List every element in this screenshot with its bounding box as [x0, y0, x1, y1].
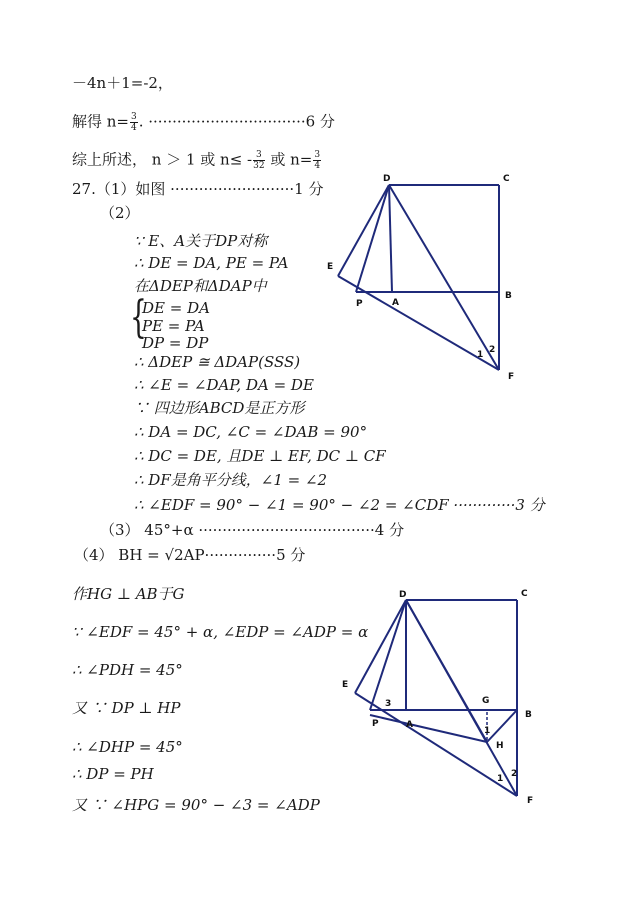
- fraction-3-32: [253, 150, 264, 171]
- fraction-denominator: 4: [131, 123, 137, 133]
- fraction-denominator: 4: [314, 161, 321, 171]
- proof4-line-5: ∴ ∠DHP = 45°: [72, 738, 183, 756]
- proof-line-5: ∴ ΔDEP ≅ ΔDAP(SSS): [134, 353, 301, 371]
- fraction-3-4: [130, 112, 138, 133]
- label-angle-3: 3: [385, 699, 392, 709]
- label-e: E: [327, 262, 334, 272]
- summary-prefix: 综上所述， n ＞ 1 或 n≤ -: [72, 150, 253, 169]
- label-d: D: [383, 174, 391, 184]
- line-equation: －4n＋1=-2，: [72, 74, 173, 92]
- q27-part2-heading: （2）: [100, 204, 140, 222]
- system-brace: {: [130, 292, 147, 343]
- segment-df: [389, 185, 499, 370]
- label-b: B: [525, 710, 532, 720]
- q27-part3: （3） 45°+α ·····································4 分: [100, 521, 405, 539]
- q27-part1: 27.（1）如图 ··························1 分: [72, 180, 324, 198]
- segment-de: [338, 185, 389, 276]
- segment-hb: [487, 710, 517, 742]
- label-angle-2: 2: [489, 345, 496, 355]
- proof-line-6: ∴ ∠E = ∠DAP, DA = DE: [134, 376, 314, 394]
- segment-ef: [355, 693, 517, 796]
- proof4-line-1: 作HG ⊥ AB于G: [72, 585, 185, 603]
- proof-line-11: ∴ ∠EDF = 90° − ∠1 = 90° − ∠2 = ∠CDF ·············3 分: [134, 496, 545, 514]
- segment-dh: [406, 600, 490, 742]
- label-d: D: [399, 590, 407, 600]
- fraction-numerator: 3: [253, 150, 264, 161]
- proof-system-3: DP = DP: [142, 334, 209, 352]
- proof4-line-6: ∴ DP = PH: [72, 765, 154, 783]
- segment-dp: [356, 185, 389, 292]
- proof4-line-2: ∵ ∠EDF = 45° + α, ∠EDP = ∠ADP = α: [72, 623, 369, 641]
- proof-line-7: ∵ 四边形ABCD是正方形: [134, 399, 305, 417]
- fraction-denominator: 32: [253, 161, 265, 171]
- proof-line-8: ∴ DA = DC, ∠C = ∠DAB = 90°: [134, 423, 368, 441]
- proof-line-1: ∵ E、A关于DP对称: [134, 232, 268, 250]
- segment-ph: [370, 715, 487, 742]
- label-c: C: [521, 589, 528, 599]
- label-h: H: [496, 741, 504, 751]
- solve-n-prefix: 解得 n=: [72, 112, 129, 131]
- proof-system-1: DE = DA: [142, 299, 210, 317]
- label-a: A: [392, 298, 399, 308]
- summary-middle: 或 n=: [265, 150, 313, 169]
- solve-n-suffix: . ·································6 分: [138, 112, 335, 131]
- proof4-line-3: ∴ ∠PDH = 45°: [72, 661, 183, 679]
- label-c: C: [503, 174, 510, 184]
- label-p: P: [372, 719, 379, 729]
- label-angle-1b: 1: [484, 726, 491, 736]
- q27-part4: （4） BH = √2AP···············5 分: [74, 546, 306, 564]
- fraction-numerator: 3: [314, 150, 321, 160]
- label-f: F: [508, 372, 515, 382]
- label-g: G: [482, 696, 490, 706]
- line-solve-n: [72, 112, 335, 133]
- proof4-line-7: 又 ∵ ∠HPG = 90° − ∠3 = ∠ADP: [72, 796, 320, 814]
- label-f: F: [527, 796, 534, 806]
- proof-system-2: PE = PA: [142, 317, 205, 335]
- label-angle-2: 2: [511, 769, 518, 779]
- geometry-figure-1: [320, 165, 530, 385]
- proof4-line-4: 又 ∵ DP ⊥ HP: [72, 699, 181, 717]
- label-p: P: [356, 299, 363, 309]
- segment-ef: [338, 276, 499, 370]
- label-b: B: [505, 291, 512, 301]
- proof-line-2: ∴ DE = DA, PE = PA: [134, 254, 289, 272]
- proof-line-9: ∴ DC = DE, 且DE ⊥ EF, DC ⊥ CF: [134, 447, 386, 465]
- proof-line-3: 在ΔDEP和ΔDAP中: [134, 277, 267, 295]
- segment-da: [389, 185, 392, 292]
- geometry-figure-2: [335, 580, 545, 810]
- label-angle-1: 1: [497, 774, 504, 784]
- label-e: E: [342, 680, 349, 690]
- fraction-numerator: 3: [131, 112, 137, 122]
- label-a: A: [406, 720, 413, 730]
- line-summary: [72, 150, 322, 171]
- proof-line-10: ∴ DF是角平分线，∠1 = ∠2: [134, 471, 328, 489]
- label-angle-1: 1: [477, 350, 484, 360]
